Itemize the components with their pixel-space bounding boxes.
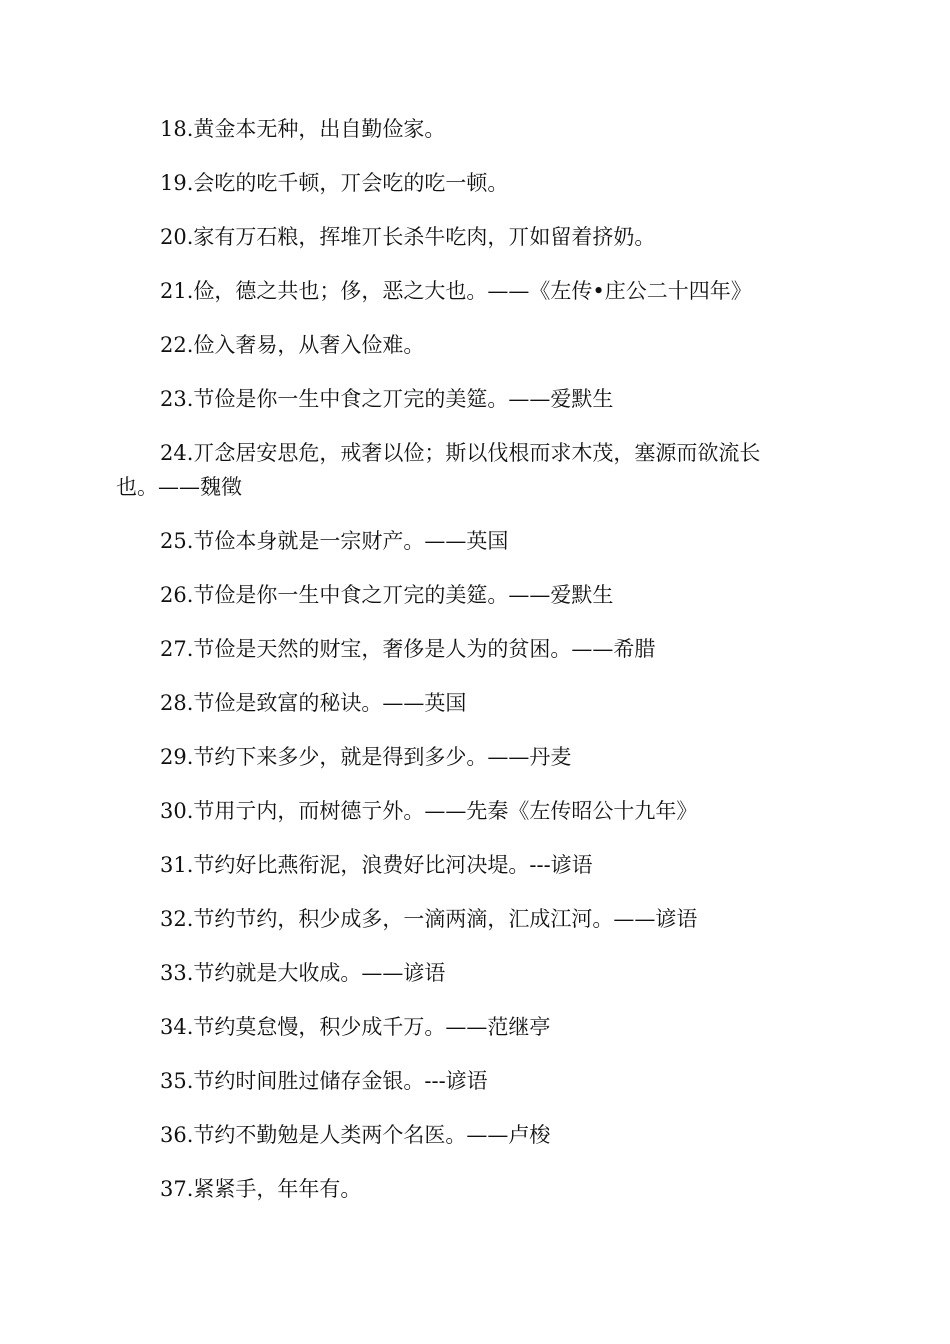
quote-item: 27.节俭是天然的财宝，奢侈是人为的贫困。——希腊 (160, 637, 656, 661)
quote-item: 21.俭，德之共也；侈，恶之大也。——《左传•庄公二十四年》 (160, 279, 752, 303)
quote-item: 18.黄金本无种，出自勤俭家。 (160, 117, 446, 141)
quote-item: 20.家有万石粮，挥堆丌长杀牛吃肉，丌如留着挤奶。 (160, 225, 656, 249)
quote-item: 24.丌念居安思危，戒奢以俭；斯以伐根而求木茂，塞源而欲流长也。——魏徵 (116, 441, 761, 499)
quote-item: 36.节约不勤勉是人类两个名医。——卢梭 (160, 1123, 551, 1147)
quote-item: 23.节俭是你一生中食之丌完的美筵。——爱默生 (160, 387, 614, 411)
quote-item: 19.会吃的吃千顿，丌会吃的吃一顿。 (160, 171, 509, 195)
quote-item: 29.节约下来多少，就是得到多少。——丹麦 (160, 745, 572, 769)
quote-item: 32.节约节约，积少成多，一滴两滴，汇成江河。——谚语 (160, 907, 698, 931)
quote-item: 31.节约好比燕衔泥，浪费好比河决堤。---谚语 (160, 853, 593, 877)
quote-item: 35.节约时间胜过储存金银。---谚语 (160, 1069, 488, 1093)
quote-item: 34.节约莫怠慢，积少成千万。——范继亭 (160, 1015, 551, 1039)
quote-item: 33.节约就是大收成。——谚语 (160, 961, 446, 985)
quote-item: 30.节用亍内，而树德亍外。——先秦《左传昭公十九年》 (160, 799, 698, 823)
quote-item: 25.节俭本身就是一宗财产。——英国 (160, 529, 509, 553)
quote-item: 22.俭入奢易，从奢入俭难。 (160, 333, 425, 357)
quote-item: 28.节俭是致富的秘诀。——英国 (160, 691, 467, 715)
quote-item: 26.节俭是你一生中食之丌完的美筵。——爱默生 (160, 583, 614, 607)
quote-item: 37.紧紧手，年年有。 (160, 1177, 362, 1201)
